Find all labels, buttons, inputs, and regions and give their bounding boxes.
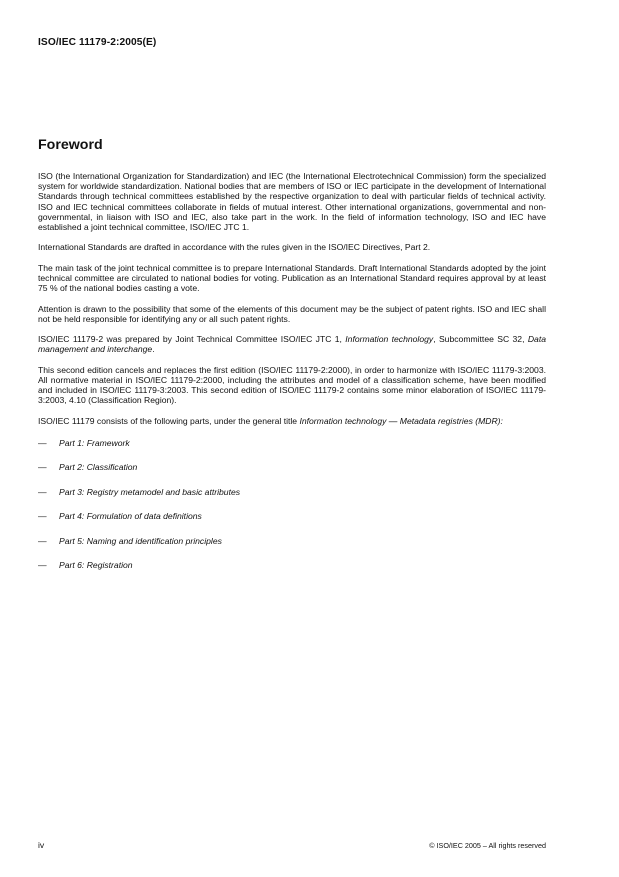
list-dash: — [38,437,47,448]
list-item [38,560,546,570]
paragraph-parts-intro [38,416,546,426]
paragraph-main-task: The main task of the joint technical committee is to prepare International Standards. Draft International Standards adopted by the joint technical committee are circulated to national bodies for voting. Publication as an International Standard requires approval by at least 75 % of the national bodies casting a vote. [38,262,546,294]
prepared-by-mid: , Subcommittee SC 32, [433,334,528,345]
list-dash: — [38,535,47,546]
paragraph-prepared-by [38,334,546,354]
prepared-by-italic-it: Information technology [345,334,434,345]
list-dash: — [38,559,47,570]
parts-intro-text: ISO/IEC 11179 consists of the following parts, under the general title [38,415,300,426]
page-title: Foreword [38,137,103,153]
list-dash: — [38,462,47,473]
list-item-text: Part 6: Registration [59,559,133,570]
list-item [38,511,546,521]
document-id-header: ISO/IEC 11179-2:2005(E) [38,37,157,48]
parts-intro-end: : [500,415,503,426]
list-item-text: Part 5: Naming and identification principles [59,535,222,546]
list-dash: — [38,486,47,497]
list-item [38,487,546,497]
list-item-text: Part 4: Formulation of data definitions [59,511,202,522]
prepared-by-italic-sc: Data management and interchange [38,334,546,355]
copyright-notice: © ISO/IEC 2005 – All rights reserved [429,841,546,850]
list-item-text: Part 2: Classification [59,462,138,473]
paragraph-edition: This second edition cancels and replaces the first edition (ISO/IEC 11179-2:2000), in order to harmonize with ISO/IEC 11179-3:2003. All normative material in ISO/IEC 11179-2:2000, including the attributes and model of a classification scheme, have been modified and included in ISO/IEC 11179-3:2003. This second edition of ISO/IEC 11179-2 contains some minor elaboration of ISO/IEC 11179-3:2003, 4.10 (Classification Region). [38,364,546,406]
page-number: iv [38,840,45,850]
list-dash: — [38,511,47,522]
paragraph-directives: International Standards are drafted in accordance with the rules given in the ISO/IEC Directives, Part 2. [38,242,431,253]
list-item [38,536,546,546]
prepared-by-end: . [152,344,155,355]
list-item [38,438,546,448]
paragraph-patent: Attention is drawn to the possibility that some of the elements of this document may be the subject of patent rights. ISO and IEC shall not be held responsible for identifying any or all such patent rights. [38,303,546,324]
list-item [38,462,546,472]
parts-list [38,438,546,570]
prepared-by-text: ISO/IEC 11179-2 was prepared by Joint Technical Committee ISO/IEC JTC 1, [38,334,346,345]
list-item-text: Part 1: Framework [59,437,130,448]
parts-intro-title: Information technology — Metadata registries (MDR) [299,415,501,426]
foreword-body [38,171,546,584]
paragraph-intro: ISO (the International Organization for Standardization) and IEC (the International Electrotechnical Commission) form the specialized system for worldwide standardization. National bodies that are members of ISO or IEC participate in the development of International Standards through technical committees established by the respective organization to deal with particular fields of technical activity. ISO and IEC technical committees collaborate in fields of mutual interest. Other international organizations, governmental and non-governmental, in liaison with ISO and IEC, also take part in the work. In the field of information technology, ISO and IEC have established a joint technical committee, ISO/IEC JTC 1. [38,171,546,233]
list-item-text: Part 3: Registry metamodel and basic attributes [59,486,241,497]
